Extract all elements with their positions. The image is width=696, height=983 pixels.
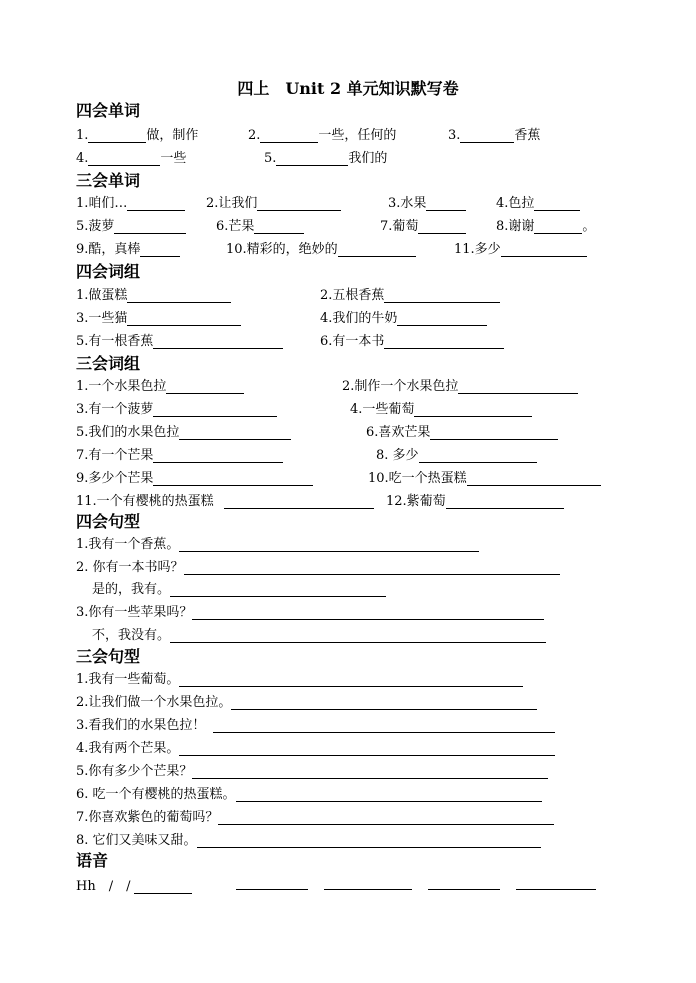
answer-blank[interactable] [184,560,560,575]
answer-blank[interactable] [534,196,580,211]
answer-blank[interactable] [384,288,500,303]
answer-blank[interactable] [140,242,180,257]
answer-blank[interactable] [179,741,555,756]
answer-blank[interactable] [430,425,558,440]
answer-blank[interactable] [516,875,596,890]
answer-blank[interactable] [397,311,487,326]
answer-blank[interactable] [192,605,544,620]
answer-blank[interactable] [170,582,386,597]
answer-blank[interactable] [170,628,546,643]
answer-blank[interactable] [446,494,564,509]
answer-blank[interactable] [88,151,160,166]
answer-blank[interactable] [127,311,241,326]
answer-blank[interactable] [166,379,244,394]
answer-blank[interactable] [426,196,466,211]
answer-blank[interactable] [179,425,291,440]
answer-blank[interactable] [179,537,479,552]
answer-blank[interactable] [197,833,541,848]
worksheet-page: 四上 Unit 2 单元知识默写卷 四会单词 1. 做，制作 2. 一些，任何的 3. 香蕉 4. 一些 5. 我们的 三会单词 1.咱们… 2.让我们 3.水果 4.色拉 5.菠萝 6.芒果 7.葡萄 8.谢谢 。 9.酷，真棒 10.精彩的，绝妙的 11.多少 四会词组 1.做蛋糕 2.五根香蕉 3.一些猫 4.我们的牛奶 5.有一根香蕉 6.有一本书 三会词组 1.一个水果色拉 2.制作一个水果色拉 3.有一个菠萝 4.一些葡萄 5.我们的水果色拉 6.喜欢芒果 7.有一个芒果 8. 多少 9.多少个芒果 10.吃一个热蛋糕 11.一个有樱桃的热蛋糕 12.紫葡萄 四会句型 1.我有一个香蕉。 2. 你有一本书吗？ 是的，我有。 3.你有一些苹果吗？ 不，我没有。 三会句型 1.我有一些葡萄。 2.让我们做一个水果色拉。 3.看我们的水果色拉！ 4.我有两个芒果。 5.你有多少个芒果？ 6. 吃一个有樱桃的热蛋糕。 7.你喜欢紫色的葡萄吗？ 8. 它们又美味又甜。 语音 Hh / / [0,0,696,983]
answer-blank[interactable] [338,242,416,257]
page-title: 四上 Unit 2 单元知识默写卷 [237,79,459,98]
answer-blank[interactable] [254,219,304,234]
answer-blank[interactable] [153,448,283,463]
section-three-phrases-heading: 三会词组 [76,354,141,373]
answer-blank[interactable] [414,402,532,417]
answer-blank[interactable] [114,219,186,234]
answer-blank[interactable] [213,718,555,733]
answer-blank[interactable] [127,196,185,211]
answer-blank[interactable] [153,471,313,486]
answer-blank[interactable] [127,288,231,303]
answer-blank[interactable] [324,875,412,890]
answer-blank[interactable] [257,196,341,211]
answer-blank[interactable] [224,494,374,509]
section-three-sentences-heading: 三会句型 [76,647,141,666]
answer-blank[interactable] [179,672,523,687]
section-four-sentences-heading: 四会句型 [76,512,141,531]
phonics-label: Hh / / [76,879,131,894]
answer-blank[interactable] [276,151,348,166]
answer-blank[interactable] [218,810,554,825]
answer-blank[interactable] [236,875,308,890]
answer-blank[interactable] [428,875,500,890]
answer-blank[interactable] [384,334,504,349]
section-four-phrases-heading: 四会词组 [76,262,141,281]
section-phonics-heading: 语音 [76,851,109,870]
answer-blank[interactable] [460,128,514,143]
answer-blank[interactable] [458,379,578,394]
section-three-words-heading: 三会单词 [76,171,141,190]
answer-blank[interactable] [231,695,537,710]
answer-blank[interactable] [418,219,466,234]
answer-blank[interactable] [501,242,587,257]
answer-blank[interactable] [153,402,277,417]
answer-blank[interactable] [236,787,542,802]
answer-blank[interactable] [192,764,548,779]
answer-blank[interactable] [153,334,283,349]
answer-blank[interactable] [467,471,601,486]
answer-blank[interactable] [260,128,318,143]
answer-blank[interactable] [419,448,537,463]
section-four-words-heading: 四会单词 [76,101,141,120]
answer-blank[interactable] [88,128,146,143]
answer-blank[interactable] [134,879,192,894]
answer-blank[interactable] [534,219,582,234]
